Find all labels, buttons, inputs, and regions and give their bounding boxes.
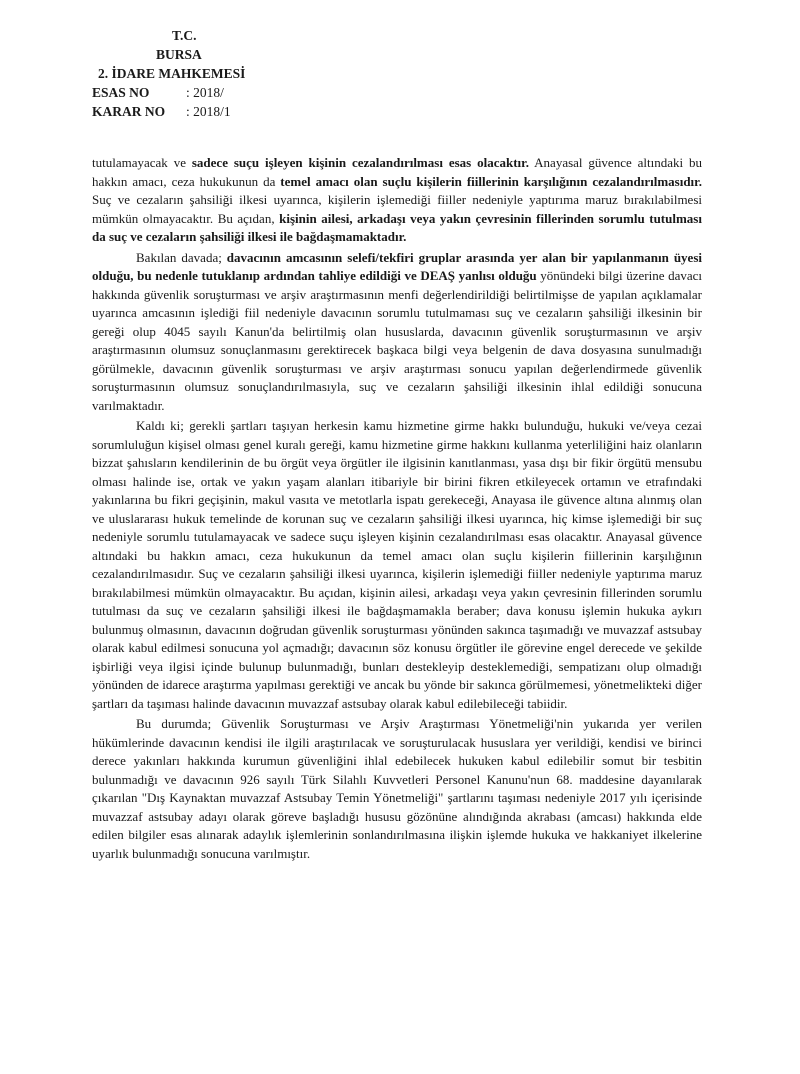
bold-text-segment: temel amacı olan suçlu kişilerin fiillerinin karşılığının cezalandırılmasıdır. — [280, 173, 702, 189]
karar-no-label: KARAR NO — [92, 104, 166, 119]
court-header — [92, 26, 245, 121]
bold-text-segment: kişinin ailesi, arkadaşı veya yakın çevresinin fillerinden sorumlu tutulması da suç ve cezaların şahsiliği ilkesi ile bağdaşmamaktadır. — [92, 210, 702, 244]
text-segment: Suç ve cezaların şahsiliği ilkesi uyarınca, kişilerin işlemediği fiiller nedeniyle yaptırıma maruz bırakılabilmesi mümkün olmayacaktır. Bu açıdan, — [92, 192, 702, 226]
body-paragraph — [92, 715, 702, 863]
esas-no-value: : 2018/ — [186, 85, 224, 100]
esas-no-row — [92, 83, 245, 102]
bold-text-segment: davacının amcasının selefi/tekfiri gruplar arasında yer alan bir yapılanmanın üyesi olduğu, bu nedenle tutuklanıp ardından tahliye edildiği ve DEAŞ yanlısı olduğu — [92, 249, 703, 283]
text-segment: Bakılan davada; — [136, 249, 227, 265]
body-paragraph — [92, 417, 702, 713]
text-segment: Anayasal güvence altındaki bu hakkın amacı, ceza hukukunun da — [92, 155, 702, 189]
karar-no-value: : 2018/1 — [186, 104, 231, 119]
header-court-name: 2. İDARE MAHKEMESİ — [98, 66, 246, 81]
body-paragraph — [92, 154, 702, 247]
text-segment: yönündeki bilgi üzerine davacı hakkında güvenlik soruşturması ve arşiv araştırmasının menfi değerlendirildiği belirtilmişse de yapılan açıklamalar uyarınca amcasının işlediği fiil nedeniyle davacının sorumlu tutulmaması suç ve cezaların şahsiliği ilkesinin bir gereği olup 4045 sayılı Kanun'da belirtilmiş olan hususlarda, davacının güvenlik soruşturmasının ve arşiv araştırmasının olumsuz sonuçlanmasını gerektirecek başkaca bilgi veya belgenin de dava dosyasına sunulmadığı görülmekle, davacının güvenlik soruşturması ve arşiv araştırması sonucu yapılan değerlendirmede güvenlik soruşturmasının olumsuz sonuçlandırılmasıyla, suç ve cezaların şahsiliği ilkesinin ihlal edildiği sonucuna varılmaktadır. — [92, 268, 703, 413]
esas-no-label: ESAS NO — [92, 85, 150, 100]
karar-no-row — [92, 102, 245, 121]
header-tc: T.C. — [172, 28, 197, 43]
text-segment: Kaldı ki; gerekli şartları taşıyan herkesin kamu hizmetine girme hakkı bulunduğu, hukuki ve/veya cezai sorumluluğun kişisel olması genel kuralı gereği, kamu hizmetine girme hakkını kullanma yeterliliğini haiz olanların bizzat şahısların kendilerinin de bu örgüt veya örgütler ile ilgisinin kanıtlanması, yasa dışı bir fikir örgütü mensubu olması halinde ise, ortak ve yakın yaşam alanları itibariyle bir birini fikren etkileyecek ortamın ve etrafındaki yakınlarına bu fikri geçişinin, makul vasıta ve metotlarla ispatı gerekeceği, Anayasa ile güvence altına alınmış olan ve uluslararası hukuk temelinde de korunan suç ve cezaların şahsiliği ilkesi uyarınca, hiç kimse işlemediği bir suç nedeniyle sorumlu tutulamayacak ve sadece suçu işleyen kişinin cezalandırılması esas olacaktır. Anayasal güvence altındaki bu hakkın amacı, ceza hukukunun da temel amacı olan suçlu kişilerin fiillerinin karşılığının cezalandırılmasıdır. Suç ve cezaların şahsiliği ilkesi uyarınca, kişilerin işlemediği fiiller nedeniyle yaptırıma maruz bırakılabilmesi mümkün olmayacaktır. Bu açıdan, kişinin ailesi, arkadaşı veya yakın çevresinin fillerinden sorumlu tutulması da suç ve cezaların şahsiliği ilkesi ile bağdaşmamakla beraber; dava konusu işlemin hukuka aykırı bulunmuş olmasının, davacının doğrudan güvenlik soruşturması yönünden sakınca taşımadığı ve muvazzaf astsubay olarak kabul edilmesi sonucuna yol açmadığı; davacının söz konusu örgütler ile görevine engel derecede ve şekilde işbirliği veya ilgisi içinde bulunup bulunmadığı, bunları destekleyip desteklemediği, sempatizanı olup olmadığı yönünden de idarece araştırma yapılması gerektiği ve ancak bu yönde bir sakınca görülmemesi, yönetmelikteki diğer şartları da taşıması halinde davacının muvazzaf astsubay olarak kabul edilebileceği tabiidir. — [92, 418, 702, 711]
bold-text-segment: sadece suçu işleyen kişinin cezalandırılması esas olacaktır. — [191, 155, 529, 170]
body-paragraph — [92, 249, 702, 416]
document-body — [92, 154, 702, 865]
text-segment: tutulamayacak ve — [92, 155, 192, 170]
text-segment: Bu durumda; Güvenlik Soruşturması ve Arşiv Araştırması Yönetmeliği'nin yukarıda yer verilen hükümlerinde davacının kendisi ile ilgili araştırılacak ve soruşturulacak hususlara yer verildiği, kendisi ve birinci derece yakınları hakkında kurumun güvenliğini ihlal edebilecek hukuken kabul edilebilir somut bir tesbitin bulunmadığı ve davacının 926 sayılı Türk Silahlı Kuvvetleri Personel Kanunu'nun 68. maddesine dayanılarak çıkarılan "Dış Kaynaktan muvazzaf Astsubay Temin Yönetmeliği" şartlarını taşıması nedeniyle 2017 yılı içerisinde muvazzaf astsubay adayı olarak göreve başladığı hususu gözönüne alındığında akrabası (amcası) hakkında elde edilen bilgiler esas alınarak adaylık işlemlerinin sonlandırılmasına ilişkin işlemde hukuka ve hakkaniyet ilkelerine uyarlık bulunmadığı sonucuna varılmıştır. — [92, 716, 702, 861]
header-city: BURSA — [156, 47, 202, 62]
